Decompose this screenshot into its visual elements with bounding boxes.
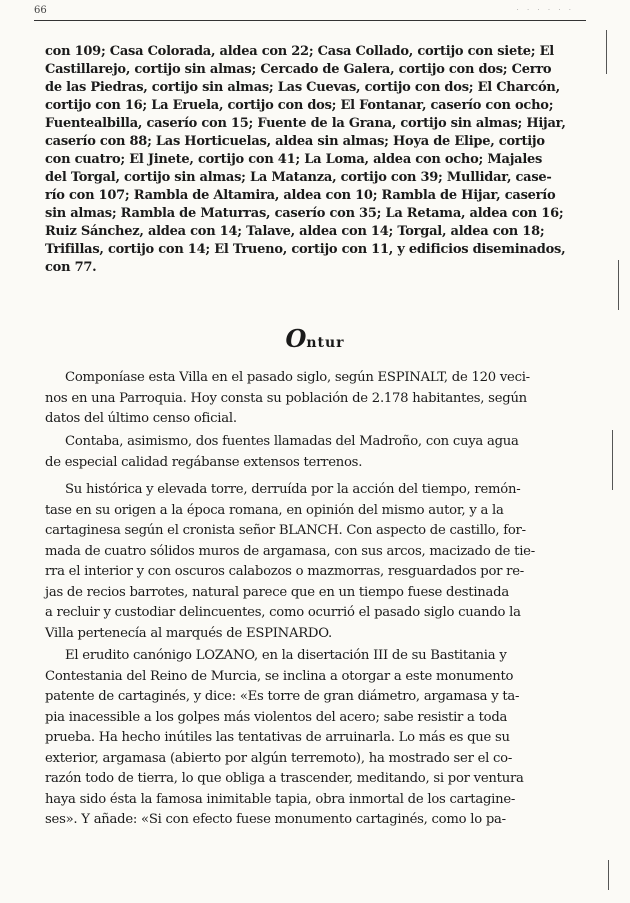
text-line: prueba. Ha hecho inútiles las tentativas de arruinarla. Lo más es que su	[45, 730, 510, 745]
text-line: Contaba, asimismo, dos fuentes llamadas del Madroño, con cuya agua	[65, 434, 519, 449]
text-line: razón todo de tierra, lo que obliga a trascender, meditando, si por ventura	[45, 771, 524, 786]
text-line: con 77.	[45, 260, 97, 275]
text-line: mada de cuatro sólidos muros de argamasa, con sus arcos, macizado de tie-	[45, 543, 535, 559]
text-line: Contestania del Reino de Murcia, se inclina a otorgar a este monumento	[45, 668, 514, 684]
text-line: jas de recios barrotes, natural parece que en un tiempo fuese destinada	[45, 584, 509, 600]
text-line: haya sido ésta la famosa inimitable tapia, obra inmortal de los cartagine-	[45, 791, 516, 807]
text-line: sin almas; Rambla de Maturras, caserío con 35; La Retama, aldea con 16;	[45, 206, 564, 221]
scan-edge-mark	[618, 260, 619, 310]
paragraph-lozano	[45, 646, 590, 831]
text-line: cartaginesa según el cronista señor BLANCH. Con aspecto de castillo, for-	[45, 523, 526, 538]
text-line: nos en una Parroquia. Hoy consta su población de 2.178 habitantes, según	[45, 390, 527, 406]
text-line: Ruiz Sánchez, aldea con 14; Talave, aldea con 14; Torgal, aldea con 18;	[45, 224, 545, 239]
text-line: tase en su origen a la época romana, en opinión del mismo autor, y a la	[45, 502, 504, 518]
scan-edge-mark	[612, 430, 613, 490]
text-line: del Torgal, cortijo sin almas; La Matanza, cortijo con 39; Mullidar, case-	[45, 170, 552, 185]
text-line: Su histórica y elevada torre, derruída por la acción del tiempo, remón-	[65, 482, 521, 497]
text-line: pia inacessible a los golpes más violentos del acero; sabe resistir a toda	[45, 709, 508, 725]
text-line: Villa pertenecía al marqués de ESPINARDO.	[45, 625, 332, 641]
text-line: de especial calidad regábanse extensos terrenos.	[45, 454, 363, 470]
running-head: · · · · · ·	[516, 6, 574, 14]
text-line: rra el interior y con oscuros calabozos o mazmorras, resguardados por re-	[45, 564, 524, 579]
settlement-list-paragraph	[45, 43, 590, 277]
text-line: río con 107; Rambla de Altamira, aldea con 10; Rambla de Hijar, caserío	[45, 188, 556, 203]
paragraph-tower	[45, 480, 590, 644]
text-line: caserío con 88; Las Horticuelas, aldea sin almas; Hoya de Elipe, cortijo	[45, 134, 545, 149]
paragraph-population	[45, 368, 590, 430]
text-line: ses». Y añade: «Si con efecto fuese monumento cartaginés, como lo pa-	[45, 812, 506, 827]
scan-edge-mark	[608, 860, 609, 890]
text-line: exterior, argamasa (abierto por algún terremoto), ha mostrado ser el co-	[45, 750, 513, 766]
page-header	[34, 4, 586, 21]
scan-edge-mark	[606, 30, 607, 74]
text-line: a recluir y custodiar delincuentes, como ocurrió el pasado siglo cuando la	[45, 605, 521, 620]
section-heading-text: ntur	[306, 335, 345, 351]
text-line: datos del último censo oficial.	[45, 411, 237, 426]
section-heading-ontur	[0, 324, 630, 353]
text-line: con 109; Casa Colorada, aldea con 22; Casa Collado, cortijo con siete; El	[45, 44, 554, 59]
text-line: con cuatro; El Jinete, cortijo con 41; La Loma, aldea con ocho; Majales	[45, 152, 543, 167]
text-line: cortijo con 16; La Eruela, cortijo con dos; El Fontanar, caserío con ocho;	[45, 98, 554, 113]
text-line: de las Piedras, cortijo sin almas; Las Cuevas, cortijo con dos; El Charcón,	[45, 80, 560, 95]
ornamental-initial: O	[285, 324, 307, 353]
text-line: Componíase esta Villa en el pasado siglo, según ESPINALT, de 120 veci-	[65, 370, 530, 385]
text-line: Castillarejo, cortijo sin almas; Cercado de Galera, cortijo con dos; Cerro	[45, 62, 552, 77]
text-line: Fuentealbilla, caserío con 15; Fuente de la Grana, cortijo sin almas; Hijar,	[45, 116, 566, 131]
page-number: 66	[34, 5, 47, 16]
text-line: patente de cartaginés, y dice: «Es torre de gran diámetro, argamasa y ta-	[45, 689, 520, 704]
text-line: Trifillas, cortijo con 14; El Trueno, cortijo con 11, y edificios diseminados,	[45, 242, 566, 257]
paragraph-fountains	[45, 432, 590, 473]
text-line: El erudito canónigo LOZANO, en la disertación III de su Bastitania y	[65, 648, 507, 663]
